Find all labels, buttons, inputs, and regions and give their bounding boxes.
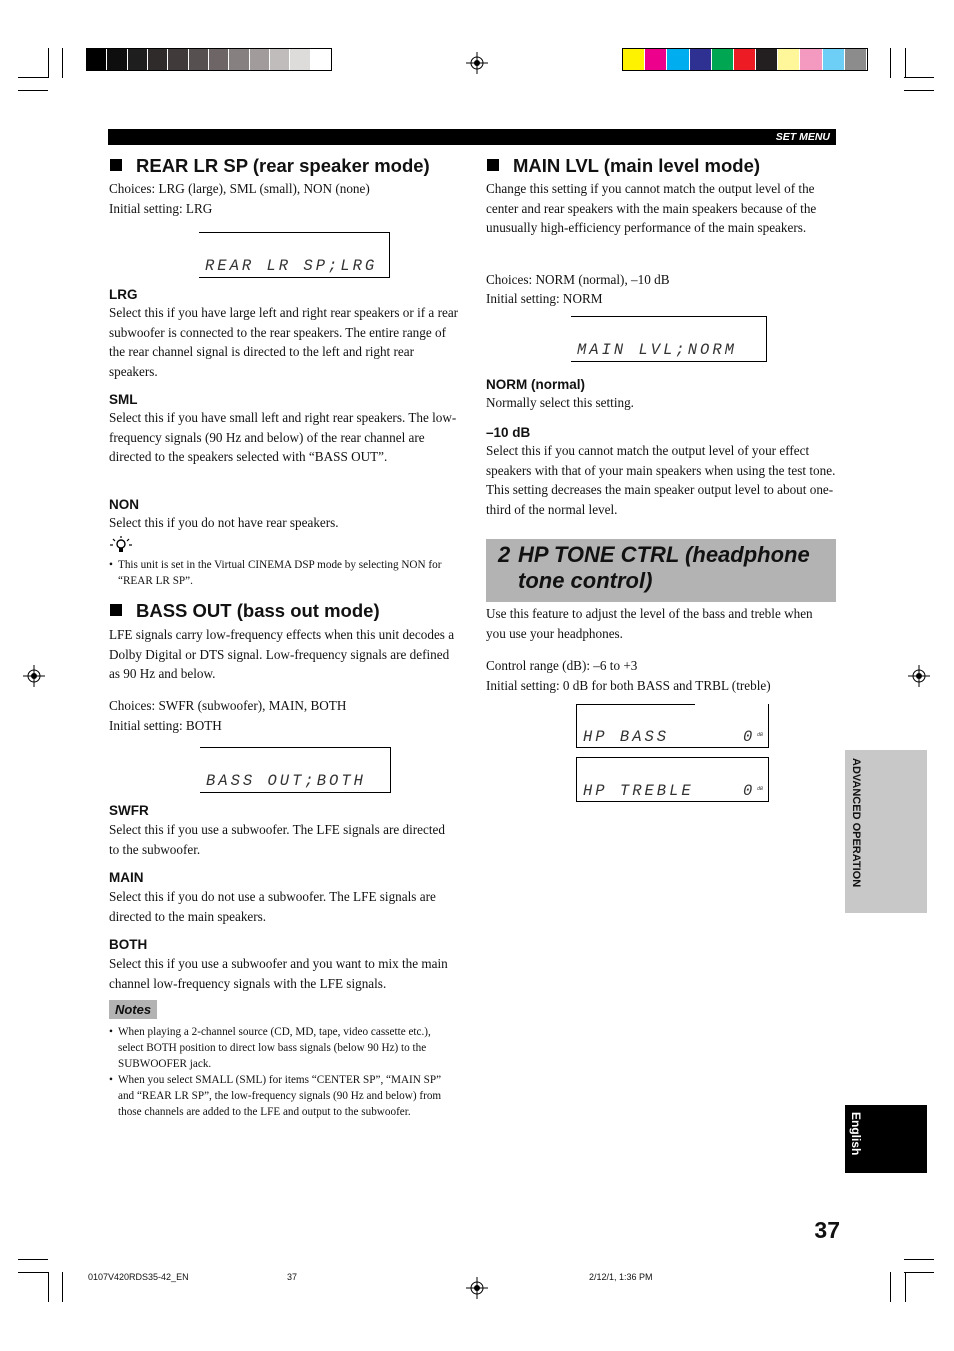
bass-intro: LFE signals carry low-frequency effects when this unit decodes a Dolby Digital or DTS signal. Low-frequency signals are defined as 90 Hz and below. <box>109 627 455 681</box>
color-swatch <box>756 49 777 70</box>
registration-mark-icon <box>466 1277 488 1299</box>
lrg-heading: LRG <box>109 287 138 302</box>
color-swatch <box>645 49 666 70</box>
tip-list <box>109 557 454 589</box>
footer-page: 37 <box>287 1272 298 1282</box>
sidebar-tab-label: ADVANCED OPERATION <box>850 758 862 888</box>
bass-initial: Initial setting: BOTH <box>109 718 222 733</box>
registration-mark-icon <box>23 665 45 687</box>
hp-title: HP TONE CTRL (headphone tone control) <box>518 542 810 593</box>
color-swatch <box>690 49 711 70</box>
notes-label: Notes <box>109 1000 157 1019</box>
hp-initial: Initial setting: 0 dB for both BASS and TRBL (treble) <box>486 678 771 693</box>
color-swatch <box>734 49 755 70</box>
hp-range: Control range (dB): –6 to +3 <box>486 658 638 673</box>
hp-intro: Use this feature to adjust the level of the bass and treble when you use your headphones. <box>486 606 813 641</box>
page-number: 37 <box>814 1217 840 1243</box>
color-swatch <box>823 49 844 70</box>
color-swatch <box>250 49 269 70</box>
header-bar <box>108 129 836 145</box>
sidebar-tab-label: English <box>849 1112 863 1156</box>
color-swatch <box>107 49 126 70</box>
main-display-text: MAIN LVL;NORM <box>577 341 737 359</box>
color-swatch <box>290 49 309 70</box>
lrg-text: Select this if you have large left and right rear speakers or if a rear subwoofer is connected to the rear speakers. The entire range of the rear channel signal is directed to the left and right rear speakers. <box>109 305 459 379</box>
header-label: SET MENU <box>775 131 830 143</box>
gray-calibration-bar <box>86 48 332 71</box>
bass-display-text: BASS OUT;BOTH <box>206 772 366 790</box>
non-text: Select this if you do not have rear speakers. <box>109 515 339 530</box>
note-item: • When playing a 2-channel source (CD, MD, tape, video cassette etc.), select BOTH position to direct low bass signals (below 90 Hz) to the SUBWOOFER jack. <box>109 1024 459 1072</box>
registration-mark-icon <box>908 665 930 687</box>
main-choices: Choices: NORM (normal), –10 dB <box>486 272 670 287</box>
norm-heading: NORM (normal) <box>486 377 585 392</box>
bass-section-title: BASS OUT (bass out mode) <box>110 600 380 622</box>
notes-list <box>109 1024 459 1120</box>
bass-display-panel <box>200 747 391 793</box>
hp-bass-value: 0 <box>743 728 756 746</box>
main-initial: Initial setting: NORM <box>486 291 603 306</box>
color-swatch <box>189 49 208 70</box>
rear-display-text: REAR LR SP;LRG <box>205 257 378 275</box>
sml-heading: SML <box>109 392 138 407</box>
hp-bass-display-text: HP BASS <box>583 728 670 746</box>
color-swatch <box>270 49 289 70</box>
main-display-panel <box>571 316 767 362</box>
tip-item: • This unit is set in the Virtual CINEMA DSP mode by selecting NON for “REAR LR SP”. <box>109 557 454 589</box>
rear-display-panel <box>199 232 390 278</box>
color-swatch <box>623 49 644 70</box>
color-swatch <box>667 49 688 70</box>
swfr-text: Select this if you use a subwoofer. The LFE signals are directed to the subwoofer. <box>109 822 445 857</box>
color-swatch <box>229 49 248 70</box>
db-heading: –10 dB <box>486 425 531 440</box>
color-swatch <box>148 49 167 70</box>
norm-text: Normally select this setting. <box>486 395 634 410</box>
hp-treble-display-text: HP TREBLE <box>583 782 694 800</box>
color-calibration-bar <box>622 48 868 71</box>
hp-bass-display-panel <box>576 704 769 748</box>
sidebar-tab-english <box>845 1105 927 1173</box>
both-text: Select this if you use a subwoofer and you want to mix the main channel low-frequency signals with the LFE signals. <box>109 956 448 991</box>
color-swatch <box>128 49 147 70</box>
color-swatch <box>311 49 330 70</box>
bass-choices: Choices: SWFR (subwoofer), MAIN, BOTH <box>109 698 347 713</box>
main-heading: MAIN <box>109 870 144 885</box>
footer-code: 0107V420RDS35-42_EN <box>88 1272 189 1282</box>
main-text: Select this if you do not use a subwoofer. The LFE signals are directed to the main speakers. <box>109 889 436 924</box>
registration-mark-icon <box>466 52 488 74</box>
sidebar-tab-advanced-operation <box>845 750 927 913</box>
db-text: Select this if you cannot match the output level of your effect speakers with that of your main speakers when using the test tone. This setting decreases the main speaker output level to about one-third of the normal level. <box>486 443 836 517</box>
rear-section-title: REAR LR SP (rear speaker mode) <box>110 155 430 177</box>
color-swatch <box>778 49 799 70</box>
non-heading: NON <box>109 497 139 512</box>
hp-treble-unit: dB <box>757 786 764 792</box>
color-swatch <box>87 49 106 70</box>
main-intro: Change this setting if you cannot match the output level of the center and rear speakers with the main speakers because of the unusually high-efficiency performance of the main speakers. <box>486 181 817 235</box>
footer-date: 2/12/1, 1:36 PM <box>589 1272 653 1282</box>
note-item: • When you select SMALL (SML) for items “CENTER SP”, “MAIN SP” and “REAR LR SP”, the low-frequency signals (90 Hz and below) from those channels are added to the LFE and output to the subwoofer. <box>109 1072 459 1120</box>
color-swatch <box>845 49 866 70</box>
sml-text: Select this if you have small left and right rear speakers. The low-frequency signals (90 Hz and below) of the rear channel are directed to the speakers selected with “BASS OUT”. <box>109 410 457 464</box>
rear-initial: Initial setting: LRG <box>109 201 213 216</box>
hp-title-number: 2 <box>498 542 511 567</box>
hp-bass-unit: dB <box>757 732 764 738</box>
both-heading: BOTH <box>109 937 148 952</box>
color-swatch <box>800 49 821 70</box>
lightbulb-icon <box>109 536 133 554</box>
hp-title-box <box>486 539 836 602</box>
main-section-title: MAIN LVL (main level mode) <box>487 155 760 177</box>
color-swatch <box>168 49 187 70</box>
color-swatch <box>712 49 733 70</box>
rear-choices: Choices: LRG (large), SML (small), NON (none) <box>109 181 370 196</box>
hp-treble-display-panel <box>576 757 769 802</box>
swfr-heading: SWFR <box>109 803 149 818</box>
color-swatch <box>209 49 228 70</box>
hp-treble-value: 0 <box>743 782 756 800</box>
